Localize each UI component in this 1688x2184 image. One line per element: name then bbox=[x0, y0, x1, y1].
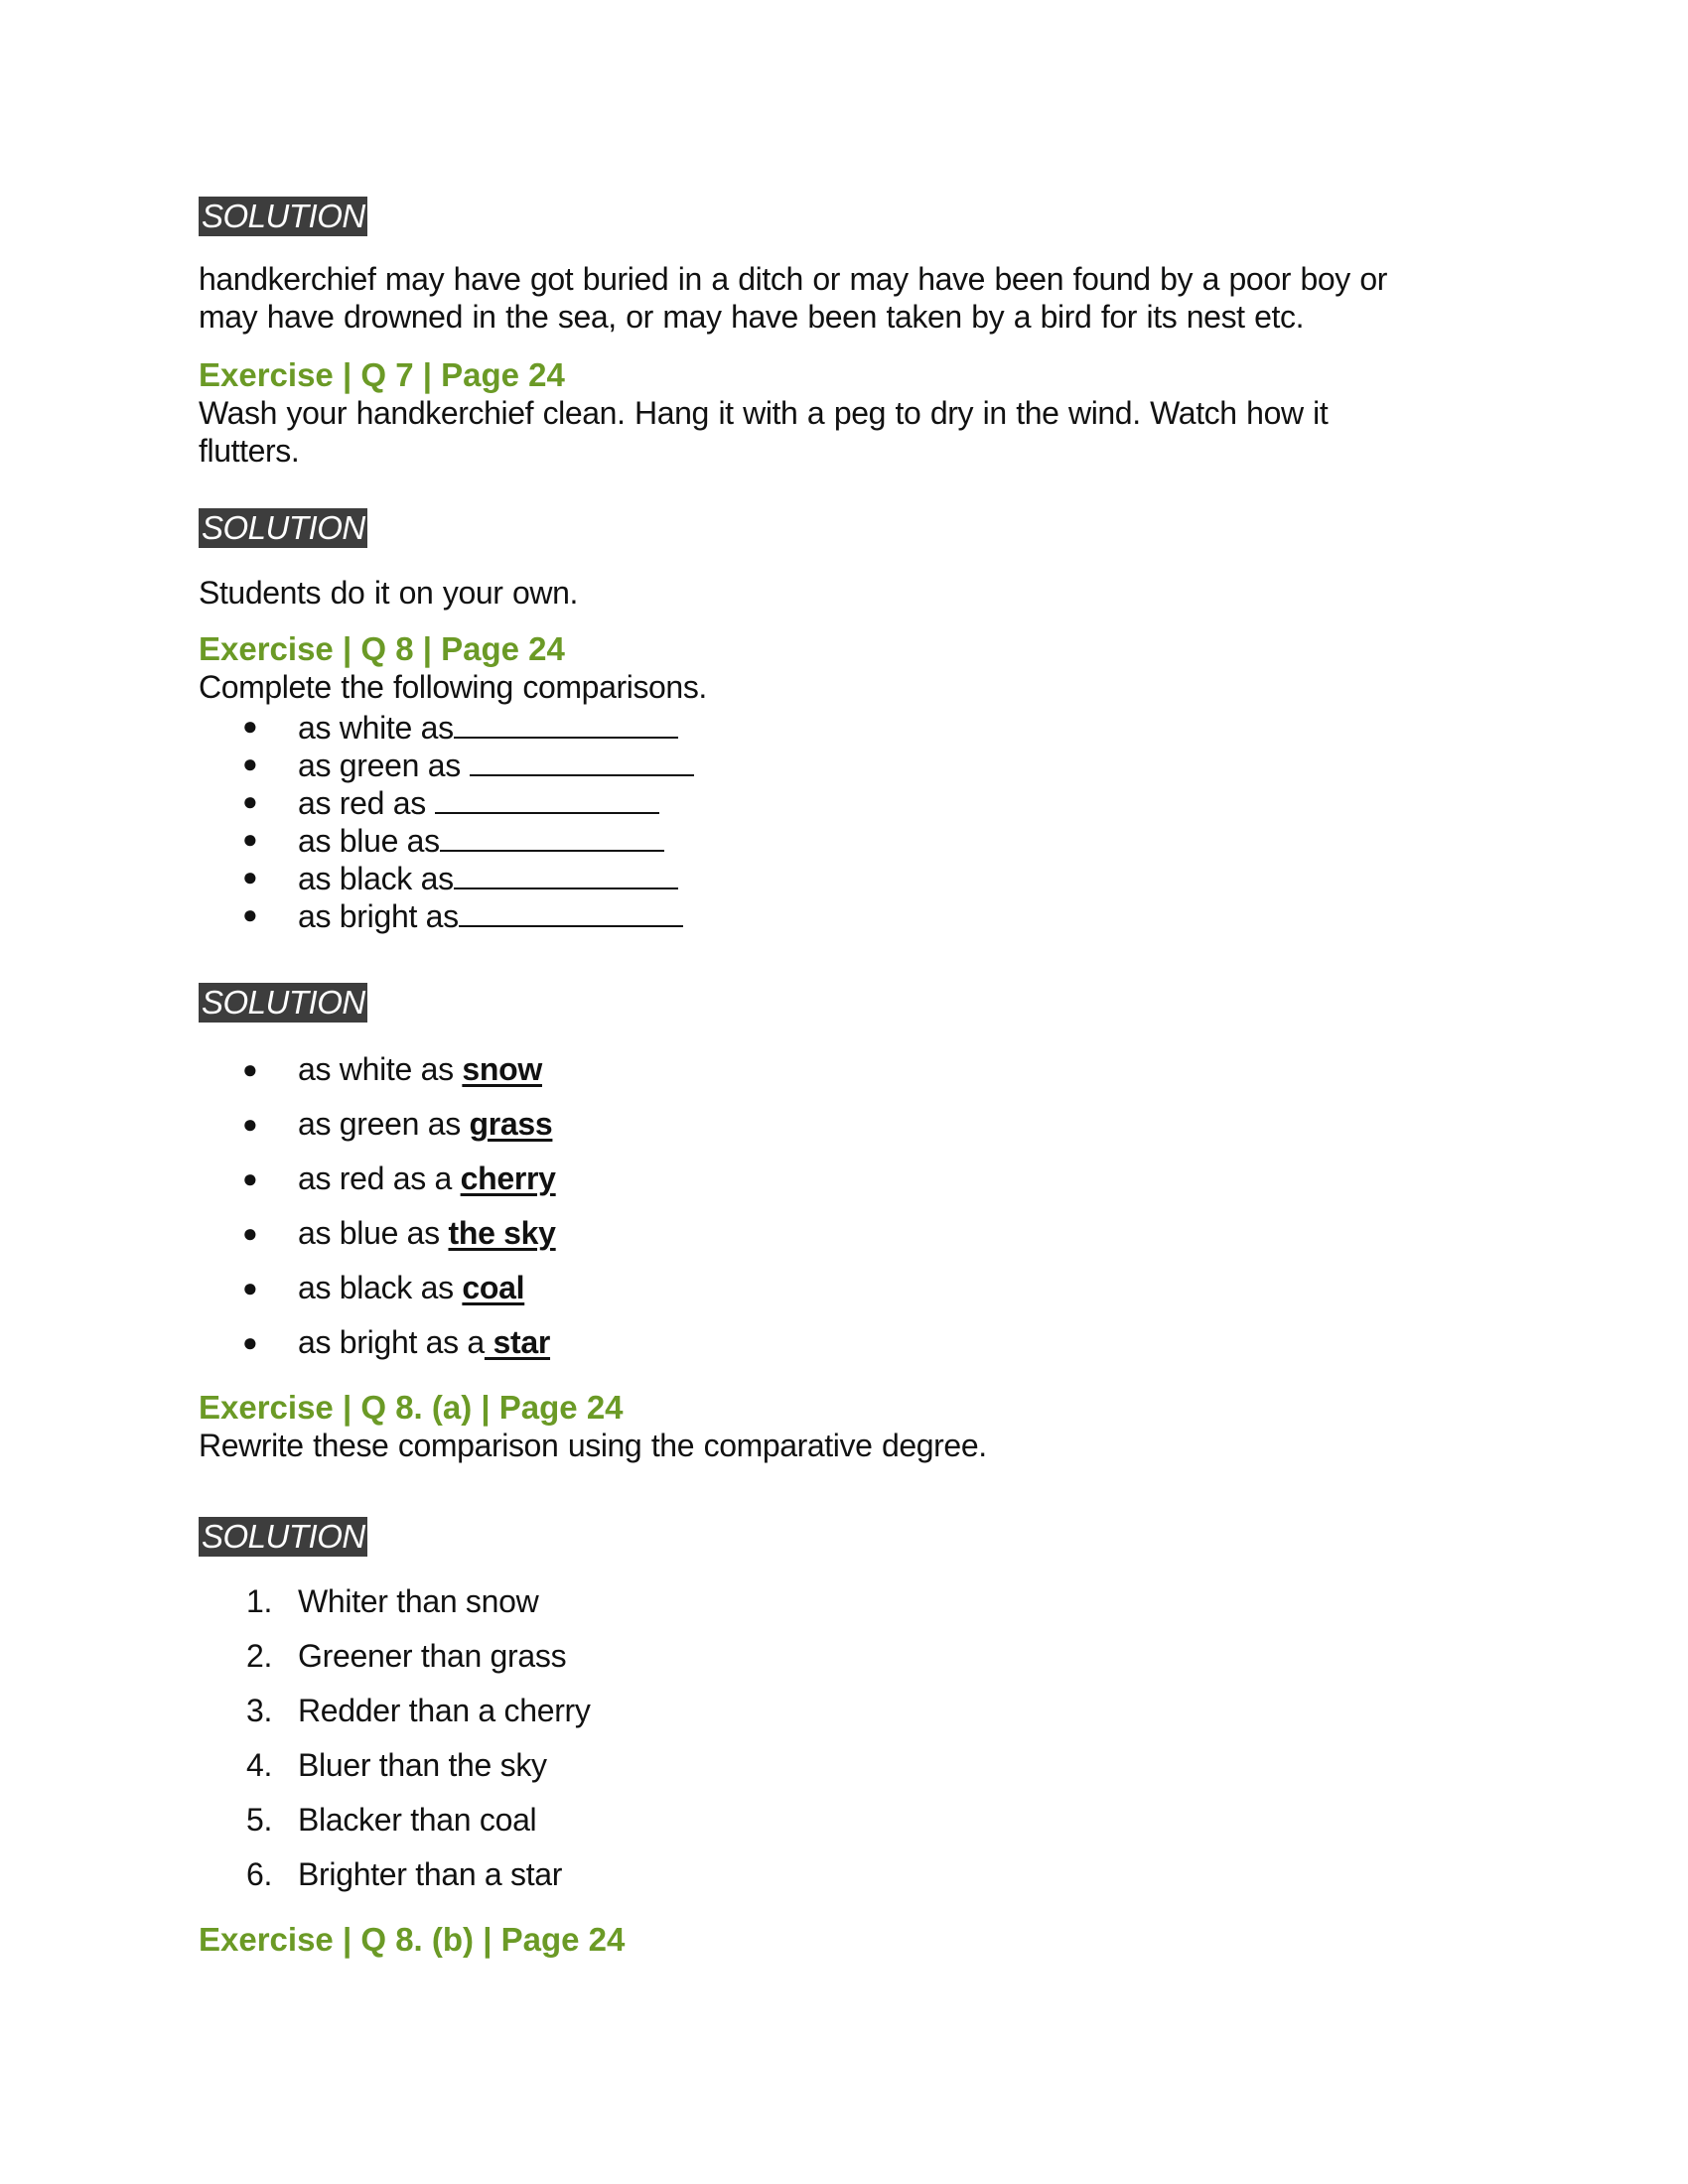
list-item: 3. Redder than a cherry bbox=[199, 1684, 1192, 1738]
exercise-q8b-heading-text: Exercise | Q 8. (b) | Page 24 bbox=[199, 1921, 626, 1958]
list-item: ● as blue as bbox=[199, 820, 1192, 858]
exercise-q7-text bbox=[199, 394, 1489, 470]
exercise-q7-line-1: Wash your handkerchief clean. Hang it with a peg to dry in the wind. Watch how it bbox=[199, 395, 1329, 431]
bullet-icon: ● bbox=[242, 749, 258, 778]
answer-blank bbox=[435, 782, 659, 814]
list-number: 4. bbox=[246, 1747, 273, 1783]
exercise-q8a-heading bbox=[199, 1389, 1489, 1427]
answer-word: snow bbox=[462, 1051, 542, 1087]
answer-blank bbox=[440, 820, 664, 852]
list-item: ● as bright as a star bbox=[199, 1315, 1192, 1370]
list-item: ● as red as a cherry bbox=[199, 1152, 1192, 1206]
bullet-icon: ● bbox=[242, 862, 258, 891]
bullet-icon: ● bbox=[242, 899, 258, 929]
bullet-icon: ● bbox=[242, 1163, 258, 1193]
bullet-icon: ● bbox=[242, 1054, 258, 1084]
bullet-icon: ● bbox=[242, 1218, 258, 1248]
exercise-q8a-heading-text: Exercise | Q 8. (a) | Page 24 bbox=[199, 1389, 624, 1426]
list-item: ● as green as grass bbox=[199, 1097, 1192, 1152]
comparison-blank-list bbox=[199, 707, 1192, 933]
list-number: 5. bbox=[246, 1802, 273, 1838]
list-item: ● as black as bbox=[199, 858, 1192, 895]
list-item: 5. Blacker than coal bbox=[199, 1793, 1192, 1847]
list-item: ● as green as bbox=[199, 745, 1192, 782]
solution-1-line-2: may have drowned in the sea, or may have been taken by a bird for its nest etc. bbox=[199, 299, 1305, 335]
answer-word: grass bbox=[469, 1106, 553, 1142]
exercise-q8-heading bbox=[199, 630, 1489, 668]
list-number: 1. bbox=[246, 1583, 273, 1619]
bullet-icon: ● bbox=[242, 711, 258, 741]
list-item: 4. Bluer than the sky bbox=[199, 1738, 1192, 1793]
list-item: ● as white as bbox=[199, 707, 1192, 745]
solution-1-line-1: handkerchief may have got buried in a ditch or may have been found by a poor boy or bbox=[199, 261, 1388, 297]
solution-label: SOLUTION bbox=[199, 508, 367, 548]
list-item: ● as red as bbox=[199, 782, 1192, 820]
list-number: 6. bbox=[246, 1856, 273, 1892]
exercise-q8-intro: Complete the following comparisons. bbox=[199, 669, 707, 705]
exercise-q7-heading-text: Exercise | Q 7 | Page 24 bbox=[199, 356, 565, 393]
solution-label: SOLUTION bbox=[199, 197, 367, 236]
exercise-q7-line-2: flutters. bbox=[199, 433, 300, 469]
list-item: ● as white as snow bbox=[199, 1042, 1192, 1097]
exercise-q8b-heading bbox=[199, 1921, 1489, 1959]
answer-blank bbox=[459, 895, 683, 927]
bullet-icon: ● bbox=[242, 786, 258, 816]
bullet-icon: ● bbox=[242, 1327, 258, 1357]
solution-label: SOLUTION bbox=[199, 983, 367, 1023]
exercise-q8a-text: Rewrite these comparison using the comparative degree. bbox=[199, 1428, 987, 1463]
bullet-icon: ● bbox=[242, 824, 258, 854]
answer-blank bbox=[470, 745, 694, 776]
answer-word: star bbox=[484, 1324, 551, 1360]
solution-2-text: Students do it on your own. bbox=[199, 575, 578, 611]
exercise-q7-heading bbox=[199, 356, 1489, 394]
answer-word: the sky bbox=[448, 1215, 556, 1251]
list-item: 1. Whiter than snow bbox=[199, 1574, 1192, 1629]
answer-word: coal bbox=[462, 1270, 525, 1305]
comparison-answer-list bbox=[199, 1042, 1192, 1370]
solution-label: SOLUTION bbox=[199, 1517, 367, 1557]
list-item: 2. Greener than grass bbox=[199, 1629, 1192, 1684]
answer-word: cherry bbox=[460, 1160, 556, 1196]
exercise-q8-heading-text: Exercise | Q 8 | Page 24 bbox=[199, 630, 565, 667]
bullet-icon: ● bbox=[242, 1109, 258, 1139]
answer-blank bbox=[454, 858, 678, 889]
list-item: ● as blue as the sky bbox=[199, 1206, 1192, 1261]
answer-blank bbox=[454, 707, 678, 739]
list-number: 2. bbox=[246, 1638, 273, 1674]
list-number: 3. bbox=[246, 1693, 273, 1728]
list-item: ● as black as coal bbox=[199, 1261, 1192, 1315]
comparative-answer-list bbox=[199, 1574, 1192, 1902]
solution-1-text bbox=[199, 260, 1489, 336]
list-item: ● as bright as bbox=[199, 895, 1192, 933]
list-item: 6. Brighter than a star bbox=[199, 1847, 1192, 1902]
bullet-icon: ● bbox=[242, 1273, 258, 1302]
